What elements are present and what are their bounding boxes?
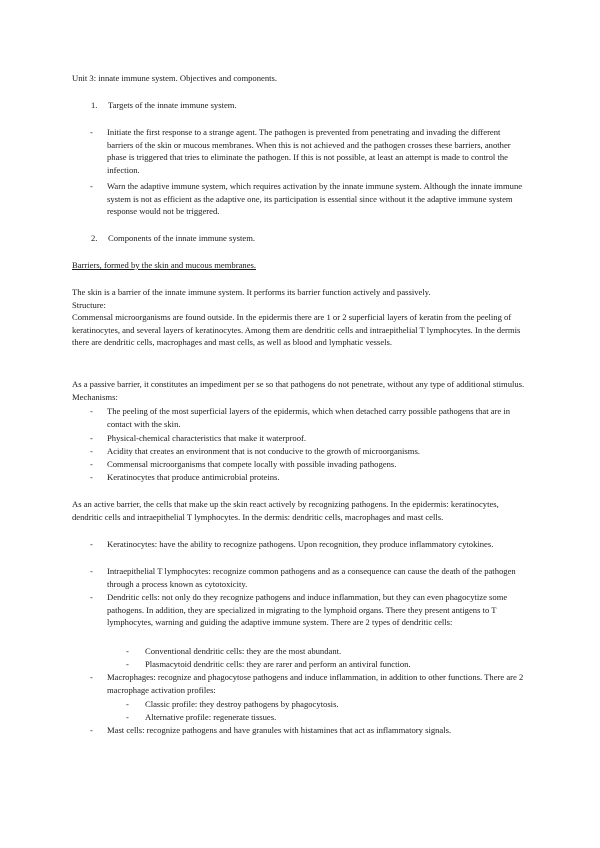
bullet-dash: - [90, 592, 93, 602]
active-barrier-intro: As an active barrier, the cells that make up the skin react actively by recognizing pathogens. In the epidermis: keratinocytes, dendritic cells and intraepithelial T lymphocytes. In the dermis: dendritic cells, macrophages and mast cells. [72, 499, 499, 522]
section-number: 1. [91, 100, 98, 110]
bullet-dash: - [126, 646, 129, 656]
bullet-dash: - [90, 539, 93, 549]
structure-paragraph: Commensal microorganisms are found outside. In the epidermis there are 1 or 2 superficial layers of keratin from the peeling of keratinocytes, and several layers of keratinocytes. Among them are dendritic cells and intraepithelial T lymphocytes. In the dermis there are dendritic cells, macrophages and mast cells, as well as blood and lymphatic vessels. [72, 312, 521, 348]
list-item-text: Keratinocytes: have the ability to recognize pathogens. Upon recognition, they produce inflammatory cytokines. [107, 539, 494, 549]
document-title: Unit 3: innate immune system. Objectives and components. [72, 73, 278, 83]
list-item [90, 471, 526, 484]
sub-list-item [126, 658, 526, 671]
bullet-dash: - [90, 127, 93, 137]
bullet-dash: - [126, 659, 129, 669]
list-item [90, 591, 526, 629]
list-item-text: Initiate the first response to a strange agent. The pathogen is prevented from penetrating and invading the different barriers of the skin or mucous membranes. When this is not achieved and the pathogen crosses these barriers, another phase is triggered that tries to eliminate the pathogen. If this is not possible, at least an attempt is made to control the infection. [107, 127, 511, 175]
sub-list-item-text: Conventional dendritic cells: they are the most abundant. [145, 646, 342, 656]
bullet-dash: - [90, 725, 93, 735]
passive-barrier-intro: As a passive barrier, it constitutes an impediment per se so that pathogens do not penetrate, without any type of additional stimulus. Mechanisms: [72, 379, 525, 402]
section-number: 2. [91, 233, 98, 243]
barriers-intro: The skin is a barrier of the innate immune system. It performs its barrier function actively and passively. [72, 287, 431, 297]
list-item-text: Mast cells: recognize pathogens and have granules with histamines that act as inflammatory signals. [107, 725, 452, 735]
bullet-dash: - [90, 472, 93, 482]
list-item [90, 445, 526, 458]
sub-list-item [126, 645, 526, 658]
section-heading-text: Targets of the innate immune system. [108, 100, 237, 110]
structure-label: Structure: [72, 300, 106, 310]
bullet-dash: - [90, 566, 93, 576]
sub-list-item [126, 711, 526, 724]
list-item-text: The peeling of the most superficial layers of the epidermis, which when detached carry possible pathogens that are in contact with the skin. [107, 406, 511, 429]
list-item [90, 432, 526, 445]
bullet-dash: - [126, 712, 129, 722]
barriers-heading: Barriers, formed by the skin and mucous membranes. [72, 260, 257, 270]
list-item [90, 126, 526, 176]
list-item-text: Commensal microorganisms that compete locally with possible invading pathogens. [107, 459, 397, 469]
list-item [90, 724, 526, 737]
sub-list-item [126, 698, 526, 711]
list-item [90, 458, 526, 471]
list-item-text: Macrophages: recognize and phagocytose pathogens and induce inflammation, in addition to other functions. There are 2 macrophage activation profiles: [107, 672, 524, 695]
bullet-dash: - [90, 446, 93, 456]
bullet-dash: - [90, 406, 93, 416]
sub-list-item-text: Plasmacytoid dendritic cells: they are rarer and perform an antiviral function. [145, 659, 411, 669]
list-item [90, 671, 526, 696]
list-item [90, 538, 526, 551]
list-item-text: Physical-chemical characteristics that make it waterproof. [107, 433, 307, 443]
bullet-dash: - [90, 433, 93, 443]
section-heading-text: Components of the innate immune system. [108, 233, 256, 243]
list-item-text: Keratinocytes that produce antimicrobial proteins. [107, 472, 280, 482]
bullet-dash: - [90, 181, 93, 191]
list-item [90, 565, 526, 590]
sub-list-item-text: Classic profile: they destroy pathogens by phagocytosis. [145, 699, 339, 709]
list-item [90, 180, 526, 218]
bullet-dash: - [126, 699, 129, 709]
bullet-dash: - [90, 459, 93, 469]
list-item-text: Dendritic cells: not only do they recognize pathogens and induce inflammation, but they can even phagocytize some pathogens. In addition, they are specialized in migrating to the lymphoid organs. There they present antigens to T lymphocytes, warning and guiding the adaptive immune system. There are 2 types of dendritic cells: [107, 592, 508, 628]
bullet-dash: - [90, 672, 93, 682]
list-item-text: Intraepithelial T lymphocytes: recognize common pathogens and as a consequence can cause the death of the pathogen through a process known as cytotoxicity. [107, 566, 516, 589]
list-item-text: Warn the adaptive immune system, which requires activation by the innate immune system. Although the innate immune system is not as efficient as the adaptive one, its participation is essential since without it the adaptive immune system response would not be triggered. [107, 181, 523, 217]
list-item-text: Acidity that creates an environment that is not conducive to the growth of microorganisms. [107, 446, 420, 456]
sub-list-item-text: Alternative profile: regenerate tissues. [145, 712, 277, 722]
list-item [90, 405, 526, 430]
